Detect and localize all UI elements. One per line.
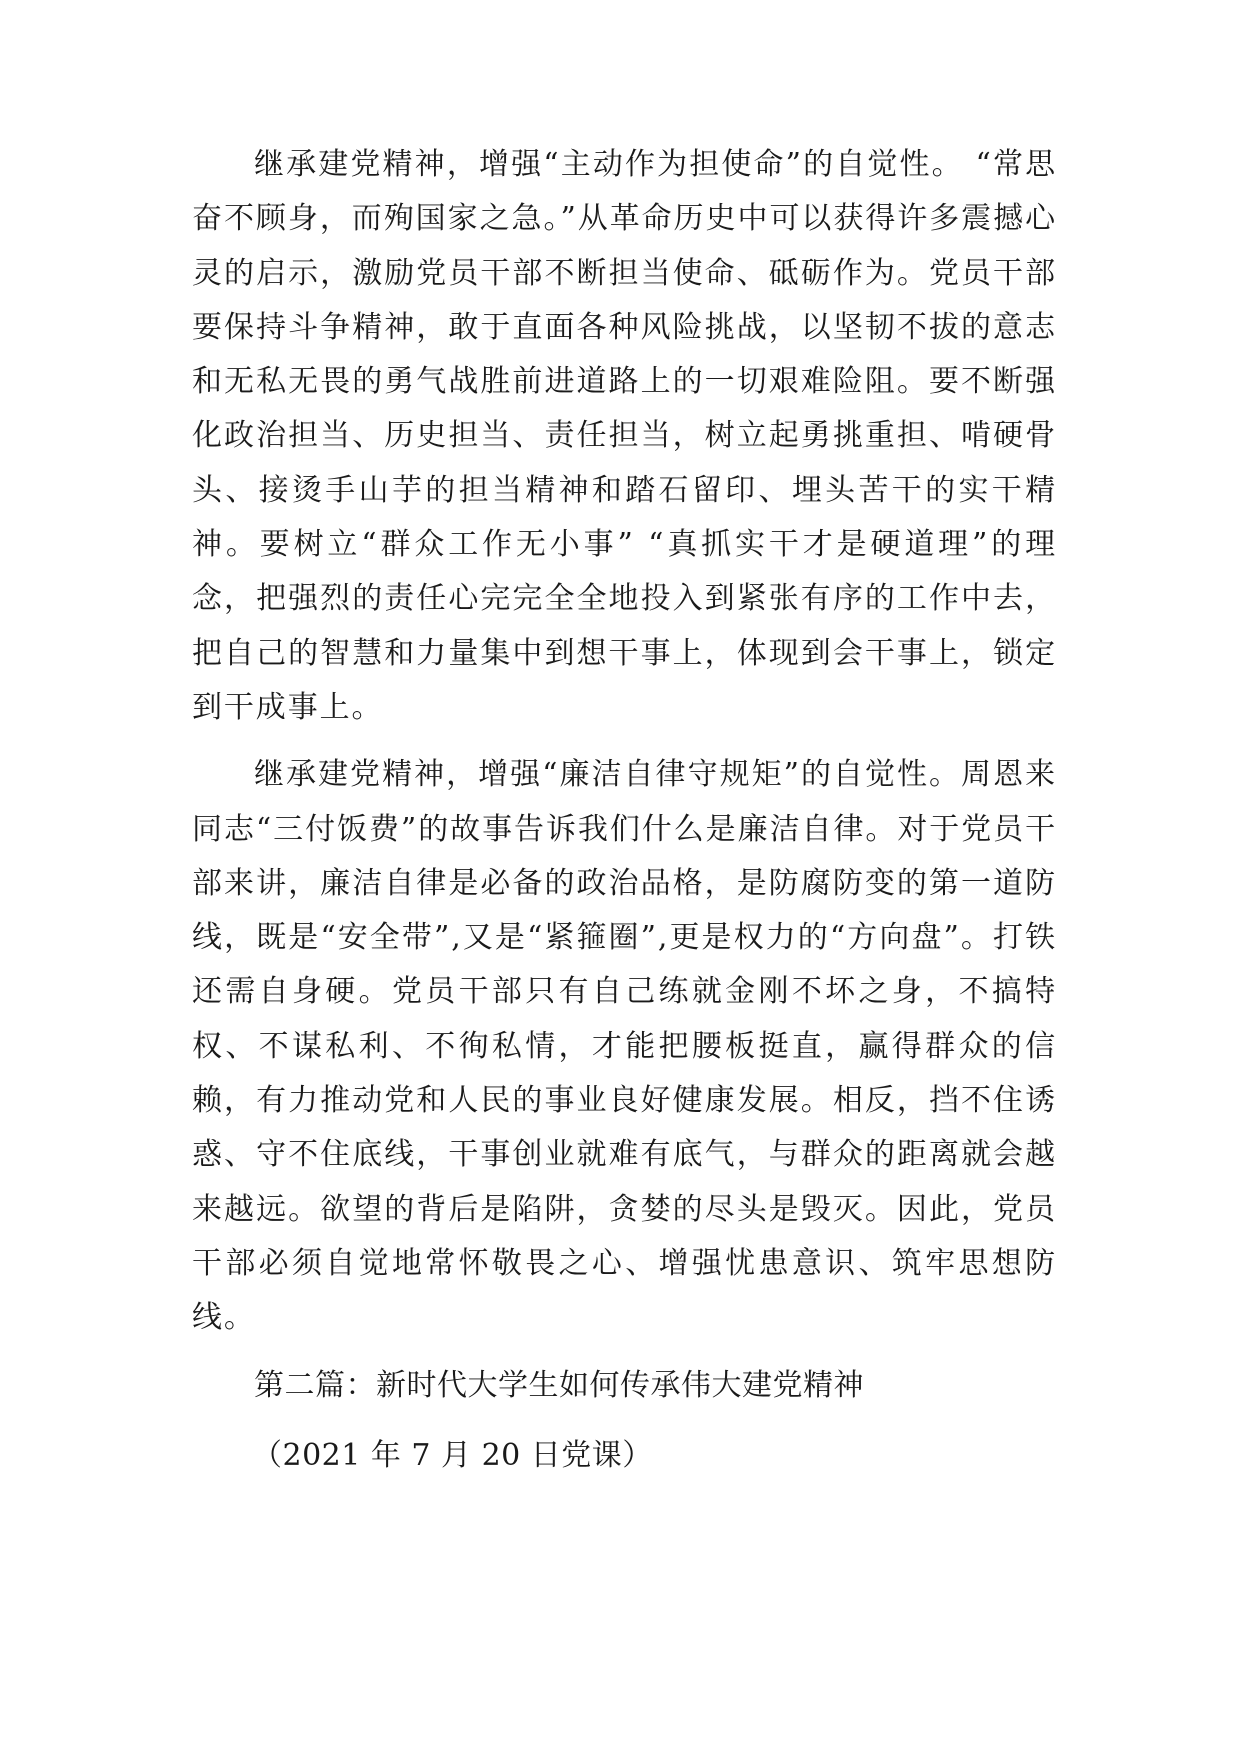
- section-heading: 第二篇：新时代大学生如何传承伟大建党精神: [254, 1367, 864, 1403]
- paragraph-integrity: 继承建党精神，增强“廉洁自律守规矩”的自觉性。周恩来同志“三付饭费”的故事告诉我们什么是廉洁自律。对于党员干部来讲，廉洁自律是必备的政治品格，是防腐防变的第一道防线，既是“安全带”,又是“紧箍圈”,更是权力的“方向盘”。打铁还需自身硬。党员干部只有自己练就金刚不坏之身，不搞特权、不谋私利、不徇私情，才能把腰板挺直，赢得群众的信赖，有力推动党和人民的事业良好健康发展。相反，挡不住诱惑、守不住底线，干事创业就难有底气，与群众的距离就会越来越远。欲望的背后是陷阱，贪婪的尽头是毁灭。因此，党员干部必须自觉地常怀敬畏之心、增强忧患意识、筑牢思想防线。: [192, 757, 1057, 1336]
- document-body: [192, 138, 1057, 1483]
- section-subtitle: （2021 年 7 月 20 日党课）: [252, 1437, 653, 1473]
- paragraph-duty: 继承建党精神，增强“主动作为担使命”的自觉性。 “常思奋不顾身，而殉国家之急。”从革命历史中可以获得许多震撼心灵的启示，激励党员干部不断担当使命、砥砺作为。党员干部要保持斗争精神，敢于直面各种风险挑战，以坚韧不拔的意志和无私无畏的勇气战胜前进道路上的一切艰难险阻。要不断强化政治担当、历史担当、责任担当，树立起勇挑重担、啃硬骨头、接烫手山芋的担当精神和踏石留印、埋头苦干的实干精神。要树立“群众工作无小事” “真抓实干才是硬道理”的理念，把强烈的责任心完完全全地投入到紧张有序的工作中去，把自己的智慧和力量集中到想干事上，体现到会干事上，锁定到干成事上。: [192, 147, 1057, 725]
